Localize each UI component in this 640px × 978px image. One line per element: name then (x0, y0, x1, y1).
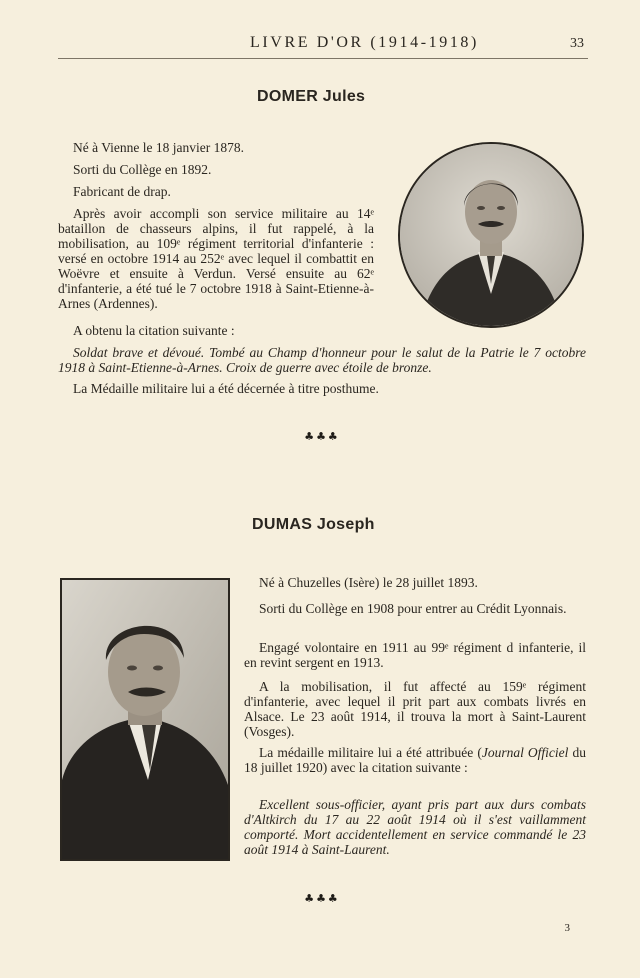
entry-name-domer: DOMER Jules (257, 88, 366, 105)
signature-folio: 3 (564, 922, 570, 934)
citation-text-2: Excellent sous-officier, ayant pris part aux durs combats d'Altkirch du 17 au 22 août 1914 où il s'est vaillamment comporté. Mort accidentellement en service commandé le 23 août 1914 à Saint-Laurent. (244, 797, 586, 857)
medal-text-a: La médaille militaire lui a été attribuée ( (259, 745, 482, 760)
medal-paragraph-2 (244, 745, 586, 775)
citation-intro: A obtenu la citation suivante : (73, 323, 235, 338)
mobilisation-paragraph: A la mobilisation, il fut affecté au 159ᵉ régiment d'infanterie, avec lequel il prit part aux combats livrés en Alsace. Le 23 août 1914, il trouva la mort à Saint-Laurent (Vosges). (244, 679, 586, 739)
running-header (58, 30, 588, 59)
birth-paragraph-2: Né à Chuzelles (Isère) le 28 juillet 1893. (259, 575, 478, 590)
medal-paragraph: La Médaille militaire lui a été décernée à titre posthume. (73, 381, 379, 396)
portrait-domer (398, 142, 584, 328)
book-title: LIVRE D'OR (1914-1918) (250, 34, 479, 51)
journal-officiel: Journal Officiel (481, 745, 569, 760)
portrait-dumas (60, 578, 230, 861)
citation-text: Soldat brave et dévoué. Tombé au Champ d'honneur pour le salut de la Patrie le 7 octobre 1918 à Saint-Etienne-à-Arnes. Croix de guerre avec étoile de bronze. (58, 345, 586, 375)
page-number: 33 (570, 36, 584, 51)
section-ornament-2: ♣♣♣ (304, 892, 340, 905)
section-ornament: ♣♣♣ (304, 430, 340, 443)
birth-paragraph: Né à Vienne le 18 janvier 1878. (73, 140, 245, 155)
school-paragraph: Sorti du Collège en 1892. (73, 162, 212, 177)
profession-paragraph: Fabricant de drap. (73, 184, 171, 199)
entry-name-dumas: DUMAS Joseph (252, 516, 375, 533)
medal-text-c: du 18 juillet 1920) avec la citation suivante : (244, 745, 587, 775)
school-paragraph-2: Sorti du Collège en 1908 pour entrer au Crédit Lyonnais. (259, 601, 567, 616)
service-paragraph: Après avoir accompli son service militaire au 14ᵉ bataillon de chasseurs alpins, il fut rappelé, à la mobilisation, au 109ᵉ régiment territorial d'infanterie : versé en octobre 1914 au 252ᵉ avec lequel il combattit en Woëvre et ensuite à Verdun. Versé ensuite au 62ᵉ d'infanterie, a été tué le 7 octobre 1918 à Saint-Etienne-à-Arnes (Ardennes). (58, 206, 374, 311)
enlistment-paragraph: Engagé volontaire en 1911 au 99ᵉ régiment d infanterie, il en revint sergent en 1913. (244, 640, 586, 670)
